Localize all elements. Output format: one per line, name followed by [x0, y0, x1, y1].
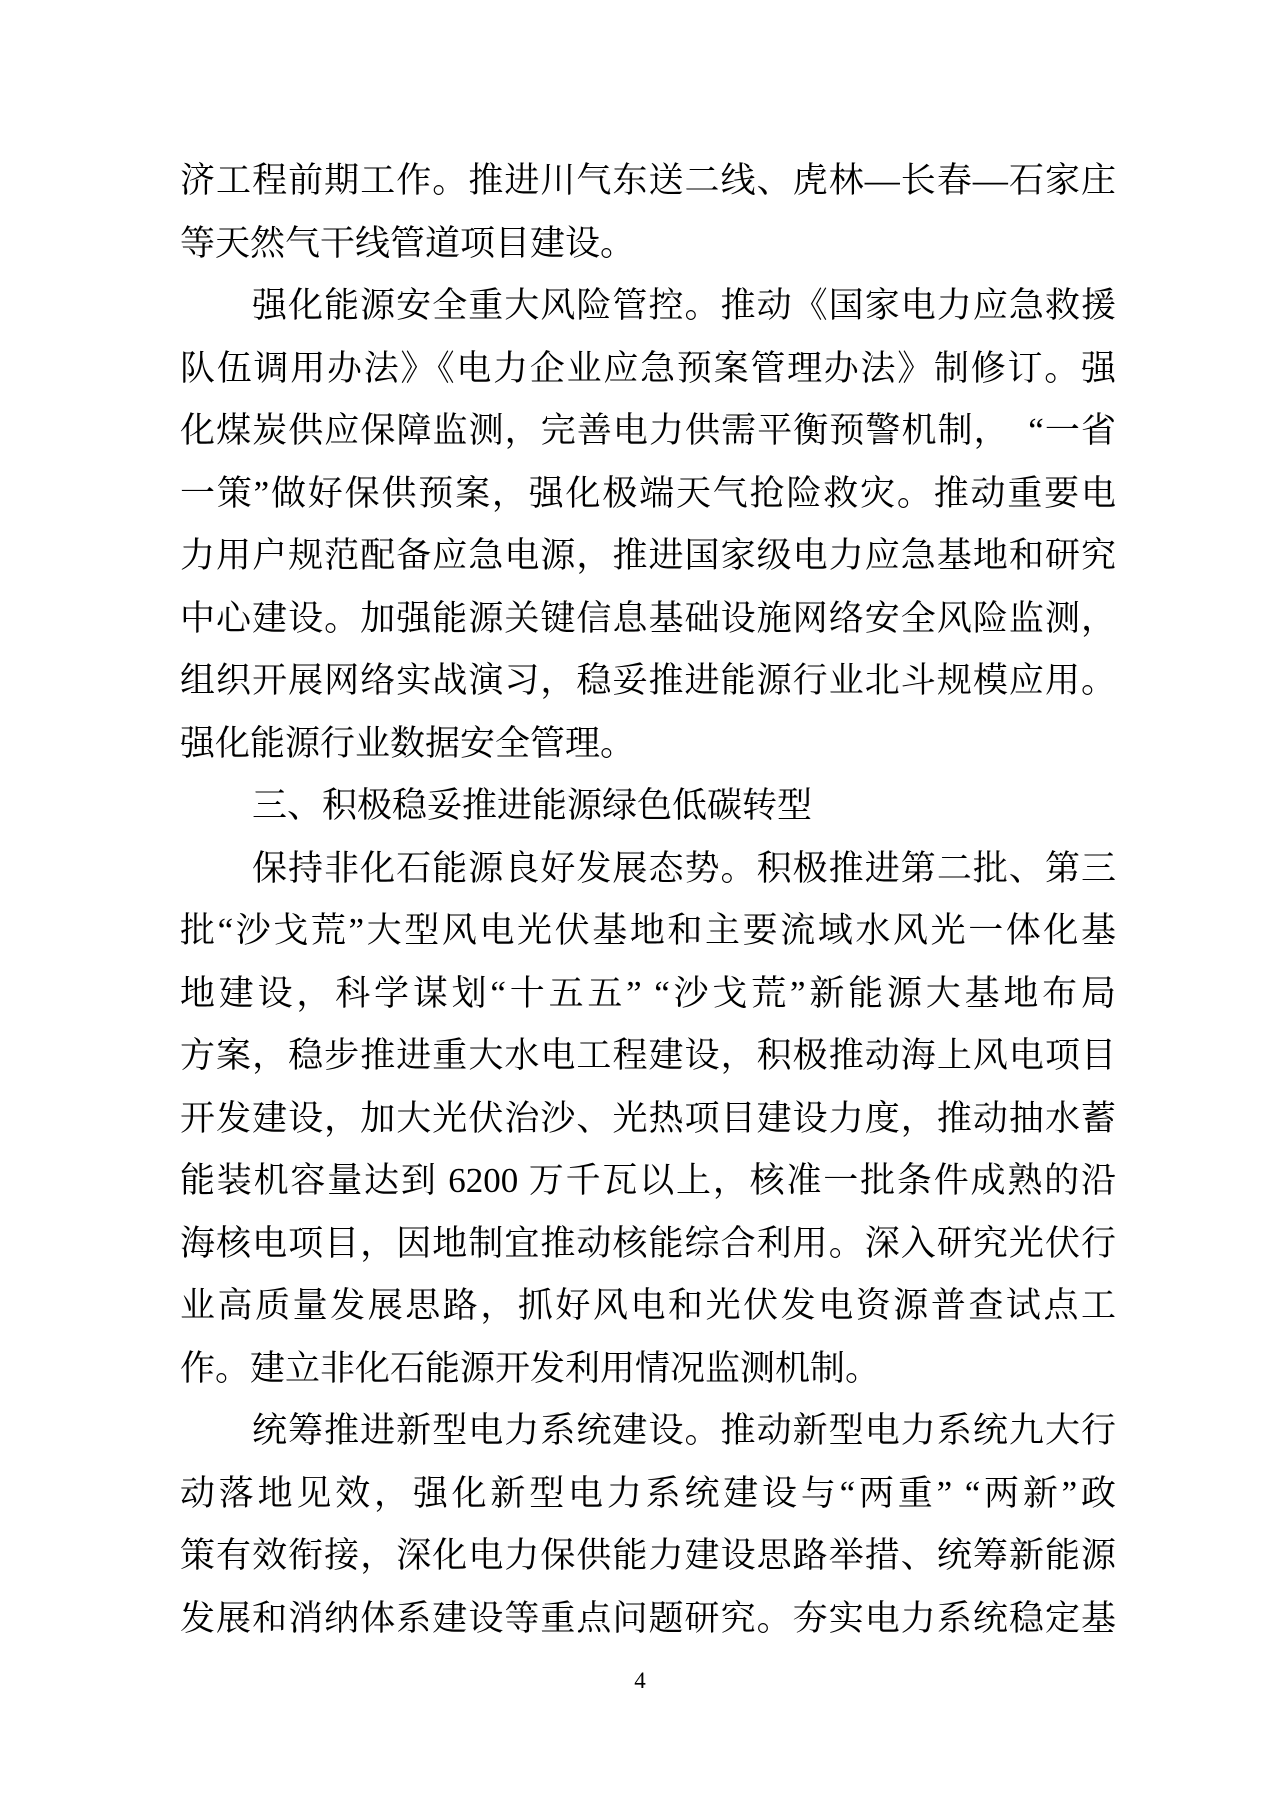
text-line: 保持非化石能源良好发展态势。积极推进第二批、第三	[252, 848, 1116, 888]
text-line: 业高质量发展思路，抓好风电和光伏发电资源普查试点工	[180, 1286, 1116, 1325]
text-line: 动落地见效，强化新型电力系统建设与“两重” “两新”政	[180, 1473, 1116, 1513]
text-content	[180, 150, 1116, 1650]
text-line: 策有效衔接，深化电力保供能力建设思路举措、统筹新能源	[180, 1536, 1116, 1575]
page-number: 4	[634, 1668, 646, 1693]
text-line: 力用户规范配备应急电源，推进国家级电力应急基地和研究	[180, 536, 1116, 575]
text-line: 方案，稳步推进重大水电工程建设，积极推动海上风电项目	[180, 1036, 1116, 1075]
text-line: 能装机容量达到 6200 万千瓦以上，核准一批条件成熟的沿	[180, 1161, 1116, 1200]
text-line: 开发建设，加大光伏治沙、光热项目建设力度，推动抽水蓄	[180, 1098, 1116, 1138]
text-line: 队伍调用办法》《电力企业应急预案管理办法》制修订。强	[180, 348, 1116, 388]
text-line: 等天然气干线管道项目建设。	[180, 223, 636, 263]
text-line: 强化能源行业数据安全管理。	[180, 723, 636, 763]
text-line: 化煤炭供应保障监测，完善电力供需平衡预警机制， “一省	[180, 411, 1116, 450]
text-line: 作。建立非化石能源开发利用情况监测机制。	[180, 1348, 881, 1388]
text-line: 批“沙戈荒”大型风电光伏基地和主要流域水风光一体化基	[180, 911, 1116, 950]
text-line: 统筹推进新型电力系统建设。推动新型电力系统九大行	[252, 1411, 1116, 1450]
text-line: 海核电项目，因地制宜推动核能综合利用。深入研究光伏行	[180, 1223, 1116, 1263]
section-heading: 三、积极稳妥推进能源绿色低碳转型	[252, 786, 813, 825]
text-line: 强化能源安全重大风险管控。推动《国家电力应急救援	[252, 286, 1116, 325]
text-line: 济工程前期工作。推进川气东送二线、虎林—长春—石家庄	[180, 161, 1116, 200]
text-line: 地建设，科学谋划“十五五” “沙戈荒”新能源大基地布局	[180, 973, 1116, 1013]
text-line: 组织开展网络实战演习，稳妥推进能源行业北斗规模应用。	[180, 661, 1116, 700]
text-line: 一策”做好保供预案，强化极端天气抢险救灾。推动重要电	[180, 473, 1116, 513]
text-line: 中心建设。加强能源关键信息基础设施网络安全风险监测，	[180, 598, 1116, 638]
text-line: 发展和消纳体系建设等重点问题研究。夯实电力系统稳定基	[180, 1598, 1116, 1638]
